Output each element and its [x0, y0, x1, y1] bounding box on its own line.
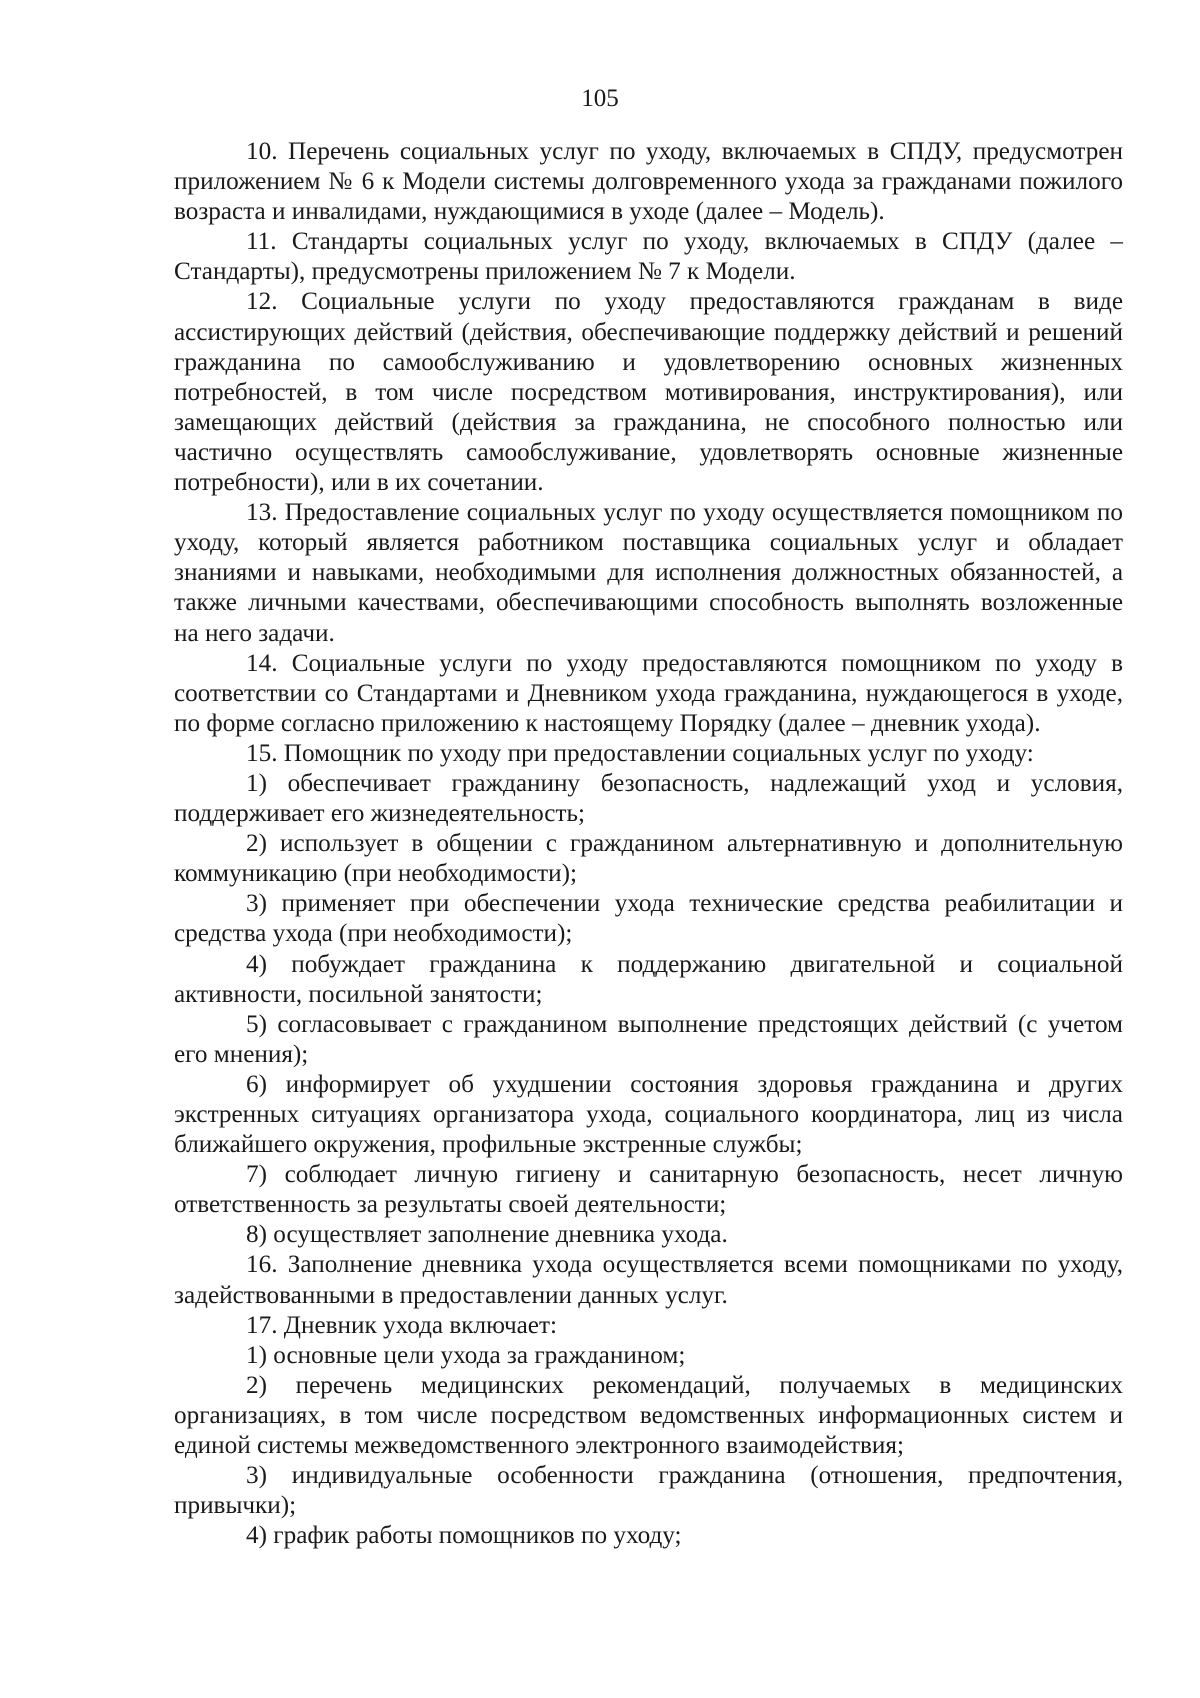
- list-item-17-2: 2) перечень медицинских рекомендаций, получаемых в медицинских организациях, в том числе посредством ведомственных информационных систем и единой системы межведомственного электронного взаимодействия;: [174, 1371, 1123, 1460]
- list-item-15-4: 4) побуждает гражданина к поддержанию двигательной и социальной активности, посильной занятости;: [174, 950, 1123, 1008]
- list-item-15-8: 8) осуществляет заполнение дневника ухода.: [246, 1221, 728, 1249]
- list-item-15-2: 2) использует в общении с гражданином альтернативную и дополнительную коммуникацию (при необходимости);: [174, 830, 1123, 888]
- page-number: 105: [581, 85, 619, 112]
- paragraph-10: 10. Перечень социальных услуг по уходу, включаемых в СПДУ, предусмотрен приложением № 6 к Модели системы долговременного ухода за гражданами пожилого возраста и инвалидами, нуждающимися в уходе (далее – Модель).: [174, 138, 1123, 226]
- list-item-15-6: 6) информирует об ухудшении состояния здоровья гражданина и других экстренных ситуациях организатора ухода, социального координатора, лиц из числа ближайшего окружения, профильные экстренные службы;: [174, 1070, 1123, 1159]
- paragraph-15: 15. Помощник по уходу при предоставлении социальных услуг по уходу:: [246, 739, 1034, 767]
- list-item-17-4: 4) график работы помощников по уходу;: [246, 1522, 682, 1550]
- list-item-17-1: 1) основные цели ухода за гражданином;: [246, 1341, 686, 1369]
- paragraph-16: 16. Заполнение дневника ухода осуществляется всеми помощниками по уходу, задействованными в предоставлении данных услуг.: [174, 1251, 1123, 1309]
- list-item-15-5: 5) согласовывает с гражданином выполнение предстоящих действий (с учетом его мнения);: [174, 1010, 1123, 1068]
- paragraph-17: 17. Дневник ухода включает:: [246, 1311, 557, 1339]
- paragraph-13: 13. Предоставление социальных услуг по уходу осуществляется помощником по уходу, который является работником поставщика социальных услуг и обладает знаниями и навыками, необходимыми для исполнения должностных обязанностей, а также личными качествами, обеспечивающими способность выполнять возложенные на него задачи.: [174, 499, 1123, 647]
- paragraph-14: 14. Социальные услуги по уходу предоставляются помощником по уходу в соответствии со Стандартами и Дневником ухода гражданина, нуждающегося в уходе, по форме согласно приложению к настоящему Порядку (далее – дневник ухода).: [174, 649, 1123, 737]
- list-item-15-1: 1) обеспечивает гражданину безопасность, надлежащий уход и условия, поддерживает его жизнедеятельность;: [174, 769, 1123, 828]
- list-item-17-3: 3) индивидуальные особенности гражданина (отношения, предпочтения, привычки);: [174, 1462, 1123, 1520]
- paragraph-12: 12. Социальные услуги по уходу предоставляются гражданам в виде ассистирующих действий (действия, обеспечивающие поддержку действий и решений гражданина по самообслуживанию и удовлетворению основных жизненных потребностей, в том числе посредством мотивирования, инструктирования), или замещающих действий (действия за гражданина, не способного полностью или частично осуществлять самообслуживание, удовлетворять основные жизненные потребности), или в их сочетании.: [174, 288, 1123, 497]
- document-body: [174, 137, 1123, 1551]
- paragraph-11: 11. Стандарты социальных услуг по уходу, включаемых в СПДУ (далее – Стандарты), предусмотрены приложением № 7 к Модели.: [174, 228, 1123, 286]
- list-item-15-7: 7) соблюдает личную гигиену и санитарную безопасность, несет личную ответственность за результаты своей деятельности;: [174, 1161, 1123, 1219]
- list-item-15-3: 3) применяет при обеспечении ухода технические средства реабилитации и средства ухода (при необходимости);: [174, 890, 1123, 948]
